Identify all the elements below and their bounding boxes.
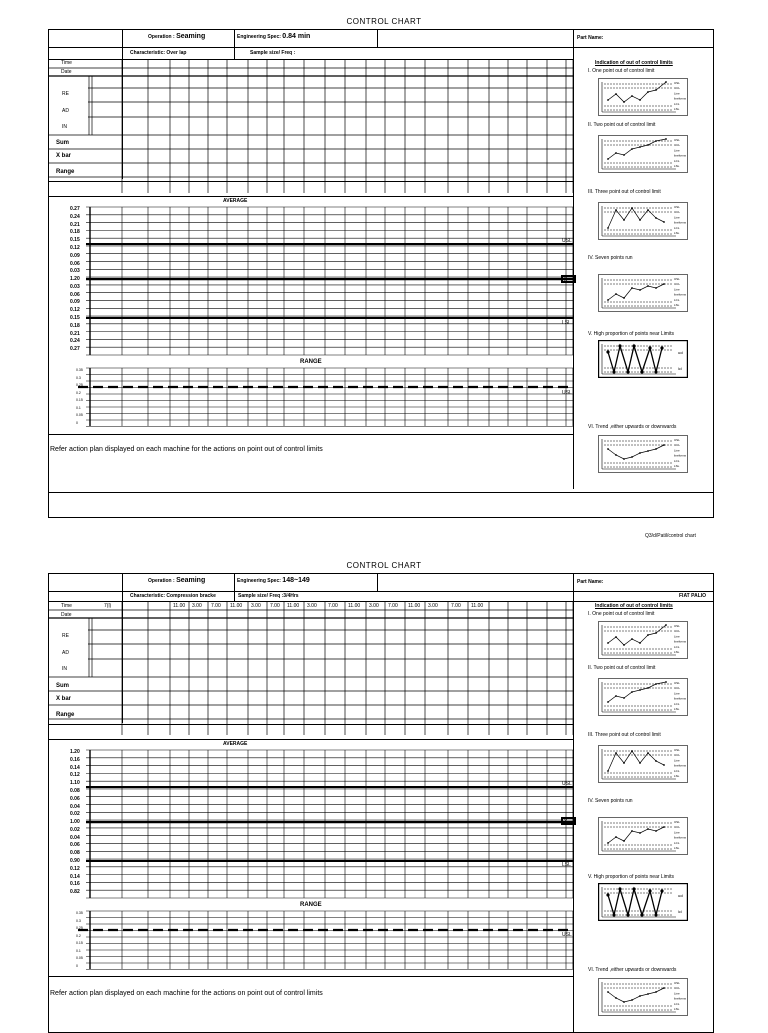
average-tick-label: 0.82 (70, 889, 80, 896)
average-tick-label: 0.12 (70, 307, 80, 314)
data-grid (48, 601, 574, 735)
time-value: 11.00 (287, 603, 300, 609)
legend-item-label: V. High proportion of points near Limits (588, 874, 674, 880)
svg-text:LSL: LSL (674, 164, 680, 168)
average-label: AVERAGE (223, 198, 248, 204)
svg-text:UCL: UCL (674, 143, 681, 148)
range-tick-label: 0.25 (76, 926, 83, 930)
svg-text:LCL: LCL (674, 1001, 680, 1006)
legend-mini-chart (598, 340, 688, 378)
date-label: Date (61, 612, 72, 618)
time-label: Time (61, 60, 72, 66)
legend-item-label: IV. Seven points run (588, 255, 633, 261)
svg-text:USL: USL (674, 81, 680, 85)
svg-text:Line: Line (674, 758, 680, 763)
average-tick-label: 0.24 (70, 213, 80, 220)
average-tick-label: 0.08 (70, 787, 80, 794)
svg-text:LCL: LCL (674, 458, 680, 463)
time-value: 3.00 (192, 603, 202, 609)
svg-text:lineItems: lineItems (674, 996, 687, 1001)
legend-item-label: IV. Seven points run (588, 798, 633, 804)
legend-item-label: I. One point out of control limit (588, 611, 655, 617)
svg-text:lineItems: lineItems (674, 639, 687, 644)
svg-text:LSL: LSL (674, 231, 680, 235)
spec-label: Engineering Spec: 148~149 (237, 577, 310, 584)
svg-text:LCL: LCL (674, 768, 680, 773)
range-tick-label: 0.35 (76, 368, 83, 372)
reading-in: IN (62, 124, 67, 130)
time-value: 7.00 (451, 603, 461, 609)
time-value: 3.00 (369, 603, 379, 609)
svg-text:UCL: UCL (674, 753, 681, 758)
average-tick-label: 0.15 (70, 237, 80, 244)
svg-text:UCL: UCL (674, 210, 681, 215)
time-value: 11.00 (471, 603, 484, 609)
average-tick-label: 0.12 (70, 244, 80, 251)
time-value: 11.00 (230, 603, 243, 609)
svg-text:UCL: UCL (674, 825, 681, 830)
svg-text:UCL: UCL (674, 629, 681, 634)
legend-heading: Indication of out of control limits (595, 60, 673, 66)
legend-item-label: VI. Trend ,either upwards or downwards (588, 424, 677, 430)
footer-code: Q3/d/Patil/control chart (645, 533, 696, 539)
svg-text:LSL: LSL (674, 1007, 680, 1011)
average-tick-label: 0.27 (70, 206, 80, 212)
range-tick-label: 0.35 (76, 911, 83, 915)
legend-mini-chart (598, 435, 688, 473)
sum-label: Sum (56, 140, 70, 146)
lsl-label: LSL (562, 862, 571, 868)
legend-mini-chart (598, 678, 688, 716)
svg-text:USL: USL (674, 681, 680, 685)
average-tick-label: 1.00 (70, 819, 80, 826)
usl-label: USL (562, 238, 572, 244)
time-value: 7.00 (328, 603, 338, 609)
svg-text:ucl: ucl (678, 350, 684, 355)
part-name-label: Part Name: (577, 579, 604, 585)
svg-text:UCL: UCL (674, 282, 681, 287)
range-tick-label: 0 (76, 420, 78, 425)
svg-text:LCL: LCL (674, 101, 680, 106)
time-value: 7.00 (388, 603, 398, 609)
average-tick-label: 0.04 (70, 803, 80, 810)
average-tick-label: 0.04 (70, 834, 80, 841)
average-tick-label: 0.21 (70, 330, 80, 337)
legend-heading: Indication of out of control limits (595, 603, 673, 609)
svg-text:Line: Line (674, 215, 680, 220)
legend-item-label: III. Three point out of control limit (588, 189, 661, 195)
svg-text:UCL: UCL (674, 86, 681, 91)
svg-text:Line: Line (674, 691, 680, 696)
svg-text:LCL: LCL (674, 158, 680, 163)
reading-in: IN (62, 666, 67, 672)
average-tick-label: 0.12 (70, 865, 80, 872)
average-chart (48, 205, 574, 357)
average-tick-label: 0.16 (70, 881, 80, 888)
sheet-title: CONTROL CHART (346, 561, 422, 570)
svg-text:LSL: LSL (674, 707, 680, 711)
date-label: Date (61, 69, 72, 75)
legend-mini-chart (598, 135, 688, 173)
sheet-title: CONTROL CHART (346, 17, 422, 26)
reading-ad: AD (62, 108, 69, 114)
average-tick-label: 0.06 (70, 291, 80, 298)
operation-label: Operation : Seaming (148, 33, 206, 40)
range-title: RANGE (300, 359, 322, 365)
average-tick-label: 0.02 (70, 811, 80, 818)
time-value: 3.00 (307, 603, 317, 609)
range-tick-label: 0.05 (76, 956, 83, 960)
legend-item-label: II. Two point out of control limit (588, 665, 656, 671)
xbar-label: X bar (56, 153, 72, 159)
svg-text:Line: Line (674, 91, 680, 96)
average-tick-label: 0.18 (70, 229, 80, 236)
time-label: Time (61, 603, 72, 609)
average-tick-label: 1.20 (70, 276, 80, 283)
spacer-row (48, 724, 574, 740)
legend-item-label: VI. Trend ,either upwards or downwards (588, 967, 677, 973)
center-marker: X (561, 275, 576, 283)
legend-mini-chart (598, 621, 688, 659)
legend-mini-chart (598, 883, 688, 921)
svg-text:lineItems: lineItems (674, 453, 687, 458)
xbar-label: X bar (56, 696, 72, 702)
characteristic-label: Characteristic: Over lap (130, 50, 187, 56)
svg-text:UCL: UCL (674, 686, 681, 691)
legend-mini-chart (598, 274, 688, 312)
time-first: 7(l) (104, 603, 112, 609)
svg-text:LCL: LCL (674, 701, 680, 706)
data-grid (48, 59, 574, 193)
legend-item-label: V. High proportion of points near Limits (588, 331, 674, 337)
svg-text:Line: Line (674, 634, 680, 639)
svg-text:Line: Line (674, 287, 680, 292)
average-tick-label: 0.16 (70, 756, 80, 763)
sum-label: Sum (56, 683, 70, 689)
operation-label: Operation : Seaming (148, 577, 206, 584)
legend-mini-chart (598, 78, 688, 116)
time-value: 7.00 (270, 603, 280, 609)
svg-text:lineItems: lineItems (674, 153, 687, 158)
average-tick-label: 0.03 (70, 268, 80, 275)
average-tick-label: 0.90 (70, 858, 80, 865)
svg-text:lineItems: lineItems (674, 292, 687, 297)
average-tick-label: 0.15 (70, 315, 80, 322)
time-value: 11.00 (408, 603, 421, 609)
legend-item-label: II. Two point out of control limit (588, 122, 656, 128)
range-usl-label: USL (562, 390, 572, 396)
average-tick-label: 0.14 (70, 764, 80, 771)
time-value: 11.00 (173, 603, 186, 609)
svg-text:UCL: UCL (674, 986, 681, 991)
svg-text:USL: USL (674, 138, 680, 142)
range-tick-label: 0.25 (76, 383, 83, 387)
svg-text:LSL: LSL (674, 464, 680, 468)
reading-ad: AD (62, 650, 69, 656)
time-value: 3.00 (251, 603, 261, 609)
svg-text:lcl: lcl (678, 909, 682, 914)
svg-text:USL: USL (674, 748, 680, 752)
legend-item-label: I. One point out of control limit (588, 68, 655, 74)
average-tick-label: 1.20 (70, 749, 80, 755)
svg-text:USL: USL (674, 205, 680, 209)
svg-text:Line: Line (674, 991, 680, 996)
average-chart (48, 748, 574, 900)
svg-text:Line: Line (674, 830, 680, 835)
instructions-text: Refer action plan displayed on each machine for the actions on point out of control limits (50, 990, 323, 997)
svg-text:ucl: ucl (678, 893, 684, 898)
svg-text:LSL: LSL (674, 303, 680, 307)
range-usl-label: USL (562, 932, 572, 938)
range-tick-label: 0.05 (76, 413, 83, 417)
legend-mini-chart (598, 817, 688, 855)
range-tick-label: 0.15 (76, 941, 83, 945)
average-tick-label: 0.12 (70, 772, 80, 779)
range-tick-label: 0.2 (76, 390, 81, 395)
svg-text:USL: USL (674, 624, 680, 628)
svg-text:lineItems: lineItems (674, 220, 687, 225)
range-chart (48, 366, 574, 428)
svg-text:LCL: LCL (674, 297, 680, 302)
svg-text:USL: USL (674, 438, 680, 442)
svg-text:lineItems: lineItems (674, 96, 687, 101)
svg-text:LCL: LCL (674, 225, 680, 230)
legend-mini-chart (598, 978, 688, 1016)
legend-mini-chart (598, 745, 688, 783)
svg-text:lineItems: lineItems (674, 763, 687, 768)
svg-text:LSL: LSL (674, 774, 680, 778)
svg-text:LSL: LSL (674, 846, 680, 850)
center-marker: X (561, 817, 576, 825)
instructions-text: Refer action plan displayed on each machine for the actions on point out of control limits (50, 446, 323, 453)
average-tick-label: 0.27 (70, 346, 80, 353)
range-tick-label: 0.1 (76, 405, 81, 410)
average-tick-label: 0.06 (70, 795, 80, 802)
average-tick-label: 0.14 (70, 873, 80, 880)
characteristic-label: Characteristic: Compression bracke (130, 593, 216, 599)
svg-text:LSL: LSL (674, 650, 680, 654)
average-tick-label: 1.10 (70, 780, 80, 787)
svg-text:LCL: LCL (674, 840, 680, 845)
part-name-label: Part Name: (577, 35, 604, 41)
svg-text:Line: Line (674, 148, 680, 153)
range-title: RANGE (300, 902, 322, 908)
time-value: 7.00 (211, 603, 221, 609)
range-chart (48, 909, 574, 971)
reading-re: RE (62, 633, 69, 639)
range-tick-label: 0.3 (76, 375, 81, 380)
average-tick-label: 0.09 (70, 252, 80, 259)
svg-text:USL: USL (674, 277, 680, 281)
part-name-value: FIAT PALIO (679, 593, 707, 599)
average-tick-label: 0.09 (70, 299, 80, 306)
svg-text:UCL: UCL (674, 443, 681, 448)
range-tick-label: 0.3 (76, 918, 81, 923)
svg-text:lineItems: lineItems (674, 696, 687, 701)
legend-mini-chart (598, 202, 688, 240)
sample-label: Sample size/ Freq : (250, 50, 296, 56)
svg-text:lcl: lcl (678, 366, 682, 371)
range-tick-label: 0.15 (76, 398, 83, 402)
range-label: Range (56, 169, 75, 175)
sample-label: Sample size/ Freq :3/4Hrs (238, 593, 299, 599)
lsl-label: LSL (562, 320, 571, 326)
range-tick-label: 0.1 (76, 948, 81, 953)
svg-text:LCL: LCL (674, 644, 680, 649)
usl-label: USL (562, 781, 572, 787)
range-tick-label: 0 (76, 963, 78, 968)
range-label: Range (56, 712, 75, 718)
average-tick-label: 0.06 (70, 842, 80, 849)
svg-text:USL: USL (674, 981, 680, 985)
legend-item-label: III. Three point out of control limit (588, 732, 661, 738)
average-tick-label: 0.06 (70, 260, 80, 267)
svg-text:USL: USL (674, 820, 680, 824)
average-tick-label: 0.08 (70, 850, 80, 857)
average-tick-label: 0.24 (70, 338, 80, 345)
time-value: 3.00 (428, 603, 438, 609)
reading-re: RE (62, 91, 69, 97)
average-tick-label: 0.03 (70, 283, 80, 290)
average-tick-label: 0.02 (70, 826, 80, 833)
average-tick-label: 0.21 (70, 221, 80, 228)
svg-text:Line: Line (674, 448, 680, 453)
average-tick-label: 0.18 (70, 322, 80, 329)
spec-label: Engineering Spec: 0.84 min (237, 33, 311, 40)
average-label: AVERAGE (223, 741, 248, 747)
svg-text:lineItems: lineItems (674, 835, 687, 840)
svg-text:LSL: LSL (674, 107, 680, 111)
spacer-row (48, 181, 574, 197)
range-tick-label: 0.2 (76, 933, 81, 938)
time-value: 11.00 (348, 603, 361, 609)
